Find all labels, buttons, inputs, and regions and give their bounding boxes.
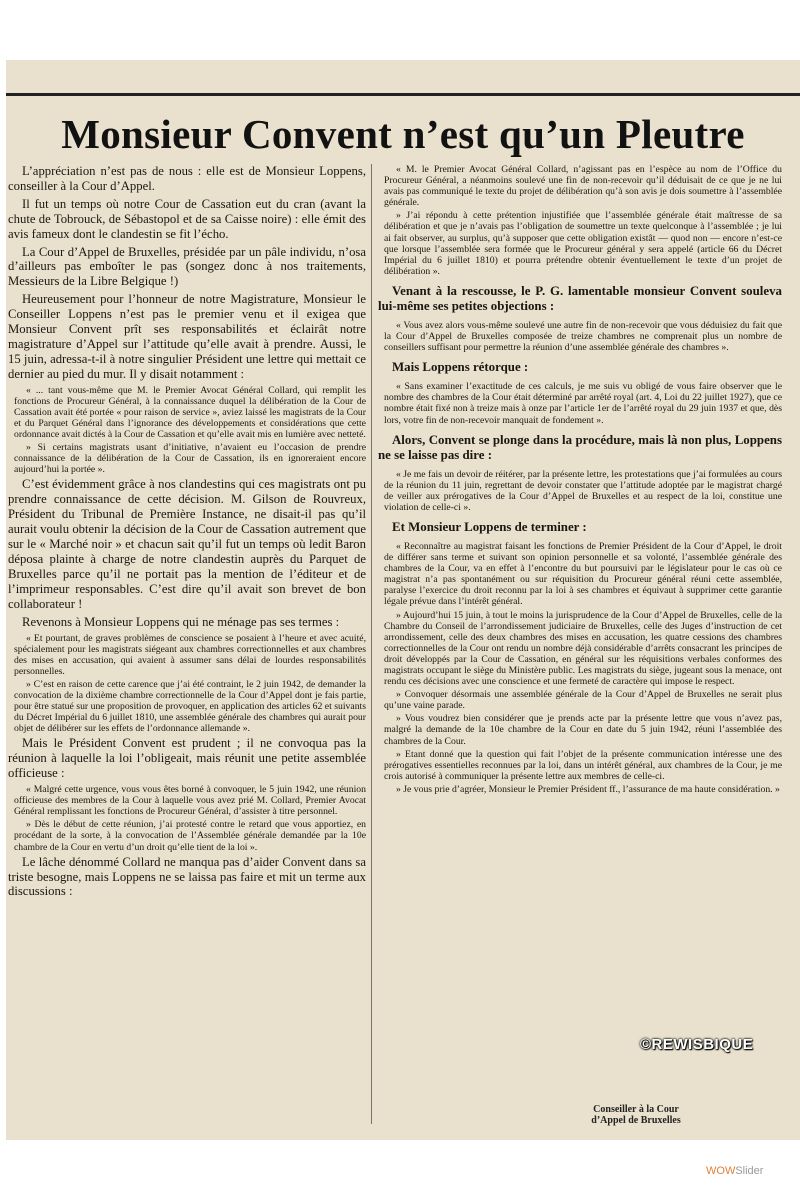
paragraph: Le lâche dénommé Collard ne manqua pas d’aider Convent dans sa triste besogne, mais Loppens ne se laissa pas faire et mit un terme aux discussions : [8,854,366,899]
quoted-paragraph: » Dès le début de cette réunion, j’ai protesté contre le retard que vous apportiez, en procédant de la sorte, à la convocation de l’Assemblée générale demandée par la 10e chambre de la Cour en vertu d’un droit qu’elle tient de la loi ». [14,819,366,853]
quoted-paragraph: « M. le Premier Avocat Général Collard, n’agissant pas en l’espèce au nom de l’Office du Procureur Général, a néanmoins soulevé une fin de non-recevoir qu’il déduisait de ce que je ne lui avais pas communiqué le texte du projet de délibération qu’à son avis je dois soumettre à l’assemblée générale. [384,164,782,209]
quoted-paragraph: « ... tant vous-même que M. le Premier Avocat Général Collard, qui remplit les fonctions de Procureur Général, à la connaissance duquel la délibération de la Cour de Cassation avait été portée « pour raison de service », aviez laissé les magistrats de la Cour et du Parquet Général dans l’ignorance des développements et considérations que cette ordonnance avait dictés à la Cour de Cassation et qu’elle avait mis en lumière avec netteté. [14,384,366,441]
quoted-paragraph: « Reconnaître au magistrat faisant les fonctions de Premier Président de la Cour d’Appel, le droit de différer sans terme et suivant son opinion personnelle et sa volonté, l’assemblée générale des chambres de la Cour, va en effet à l’encontre du but poursuivi par le législateur pour le cas où ce magistrat n’a pas spontanément ou sur réquisition du Procureur général réuni cette assemblée, paralyse l’exercice du droit reconnu par la loi à ses chambres et équivaut à supprimer cette garantie légale prévue dans l’intérêt général. [384,540,782,608]
section-heading: Alors, Convent se plonge dans la procédure, mais là non plus, Loppens ne se laisse pas dire : [378,432,782,462]
signature: Conseiller à la Cour d’Appel de Bruxelles [591,1104,681,1126]
quoted-paragraph: « Sans examiner l’exactitude de ces calculs, je me suis vu obligé de vous faire observer que le nombre des chambres de la Cour était déterminé par arrêté royal (art. 4, Loi du 22 juillet 1927), que ce nombre était fixé non à treize mais à onze par l’article 1er de l’arrêté royal du 29 juin 1937 et que, dès lors, votre fin de non-recevoir manquait de fondement ». [384,381,782,426]
watermark: ©REWISBIQUE [640,1036,754,1053]
paragraph: Heureusement pour l’honneur de notre Magistrature, Monsieur le Conseiller Loppens n’est pas le premier venu et il exigea que Monsieur Convent prît ses responsabilités et éclairât notre magistrature d’Appel sur l’attitude qu’elle avait à prendre. Aussi, le 15 juin, adressa-t-il à notre singulier Président une lettre qui mettait ce dernier au pied du mur. Il y disait notamment : [8,292,366,381]
badge-slider: Slider [735,1165,764,1177]
quoted-paragraph: » Aujourd’hui 15 juin, à tout le moins la jurisprudence de la Cour d’Appel de Bruxelles, celle de la Chambre du Conseil de l’arrondissement judiciaire de Bruxelles, celle des Juges d’instruction de cet arrondissement, celle des deux chambres des mises en accusation, les quatre cessions des chambres correctionnelles de la Cour ont rendu un nombre déjà considérable d’arrêts consacrant les principes de droit développés par la Cour de Cassation, en général sur les réquisitions verbales conformes des magistrats occupant le siège du Ministère public. Les magistrats du siège, jugeant sous la menace, ont rendu ces décisions avec une conscience et une fermeté de caractère qui impose le respect. [384,609,782,688]
quoted-paragraph: « Je me fais un devoir de réitérer, par la présente lettre, les protestations que j’ai formulées au cours de la réunion du 11 juin, regrettant de devoir constater que l’attitude adoptée par le magistrat chargé de veiller aux prérogatives de la Cour d’Appel de Bruxelles et au respect de la loi, constitue une violation de celle-ci ». [384,468,782,513]
paragraph: L’appréciation n’est pas de nous : elle est de Monsieur Loppens, conseiller à la Cour d’Appel. [8,164,366,193]
quoted-paragraph: » C’est en raison de cette carence que j’ai été contraint, le 2 juin 1942, de demander la convocation de la dixième chambre correctionnelle de la Cour d’Appel dont je fais partie, pour être statué sur une proposition de provoquer, en application des articles 62 et suivants du Décret Impérial du 6 juillet 1810, une assemblée générale des chambres qui aurait pour objet de délibérer sur les effets de l’ordonnance allemande ». [14,678,366,735]
quoted-paragraph: » Convoquer désormais une assemblée générale de la Cour d’Appel de Bruxelles ne serait plus qu’une vaine parade. [384,689,782,712]
top-rule [6,93,800,96]
quoted-paragraph: » Etant donné que la question qui fait l’objet de la présente communication intéresse une des prérogatives essentielles reconnues par la loi, dans un intérêt général, aux chambres de la Cour, je me crois autorisé à communiquer la présente lettre aux membres de celle-ci. [384,748,782,782]
paragraph: Revenons à Monsieur Loppens qui ne ménage pas ses termes : [22,614,340,629]
column-divider [371,164,372,1124]
quoted-paragraph: « Et pourtant, de graves problèmes de conscience se posaient à l’heure et avec acuité, spécialement pour les magistrats siégeant aux chambres correctionnelles et aux chambres des mises en accusation, qui avaient à assumer sans délai de lourdes responsabilités personnelles. [14,632,366,677]
article-title: Monsieur Convent n’est qu’un Pleutre [61,111,745,157]
quoted-paragraph: « Vous avez alors vous-même soulevé une autre fin de non-recevoir que vous déduisiez du fait que la Cour d’Appel de Bruxelles composée de treize chambres ne comprenait plus un nombre de conseillers suffisant pour permettre la réunion d’une assemblée générale des chambres ». [384,319,782,354]
section-heading: Venant à la rescousse, le P. G. lamentable monsieur Convent souleva lui-même ses petites objections : [378,283,782,313]
badge-wow: WOW [706,1165,736,1177]
right-column [378,164,782,1124]
section-heading: Et Monsieur Loppens de terminer : [392,519,587,534]
section-heading: Mais Loppens rétorque : [392,360,529,375]
quoted-paragraph: » Je vous prie d’agréer, Monsieur le Premier Président ff., l’assurance de ma haute considération. » [396,783,780,795]
paragraph: La Cour d’Appel de Bruxelles, présidée par un pâle individu, n’osa d’ailleurs pas emboîter le pas (songez donc à nos traitements, Messieurs de la Libre Belgique !) [8,244,366,289]
newspaper-page [6,60,800,1140]
wowslider-badge[interactable] [706,1165,763,1177]
quoted-paragraph: » Vous voudrez bien considérer que je prends acte par la présente lettre que vous n’avez pas, malgré la demande de la 10e chambre de la Cour en date du 5 juin 1942, réuni l’assemblée des chambres de la Cour. [384,713,782,747]
quoted-paragraph: » Si certains magistrats usant d’initiative, n’avaient eu l’occasion de prendre connaissance de la délibération de la Cour de Cassation, ils en ignoreraient encore aujourd’hui la portée ». [14,442,366,476]
paragraph: Il fut un temps où notre Cour de Cassation eut du cran (avant la chute de Tobrouck, de Sébastopol et de sa Caisse noire) : elle émit des avis fameux dont le clandestin se fit l’écho. [8,196,366,241]
quoted-paragraph: » J’ai répondu à cette prétention injustifiée que l’assemblée générale était maîtresse de sa délibération et que je n’avais pas l’obligation de soumettre un texte quelconque à l’assemblée ; je lui ai fait observer, au surplus, qu’à supposer que cette obligation existât — quod non — encore n’est-ce que lorsque l’assemblée sera formée que le Procureur général y sera appelé (article 66 du Décret Impérial du 6 juillet 1810) et pourra prétendre obtenir éventuellement le texte d’un projet de délibération ». [384,210,782,277]
paragraph: C’est évidemment grâce à nos clandestins qui ces magistrats ont pu prendre connaissance de cette décision. M. Gilson de Rouvreux, Président du Tribunal de Première Instance, ne disait-il pas qu’il aurait voulu obtenir la décision de la Cour de Cassation autrement que sur le « Marché noir » et chacun sait qu’il fut un temps où ledit Baron déposa plainte à charge de notre clandestin auprès du Parquet de Bruxelles parce qu’il ne portait pas la mention de l’éditeur et de l’imprimeur responsables. C’est dire qu’il avait son brevet de bon collaborateur ! [8,477,366,611]
quoted-paragraph: « Malgré cette urgence, vous vous êtes borné à convoquer, le 5 juin 1942, une réunion officieuse des membres de la Cour à laquelle vous avez prié M. Collard, Premier Avocat Général remplissant les fonctions de Procureur Général, d’assister à titre personnel. [14,784,366,818]
paragraph: Mais le Président Convent est prudent ; il ne convoqua pas la réunion à laquelle la loi l’obligeait, mais réunit une petite assemblée officieuse : [8,736,366,781]
left-column [8,164,366,1140]
